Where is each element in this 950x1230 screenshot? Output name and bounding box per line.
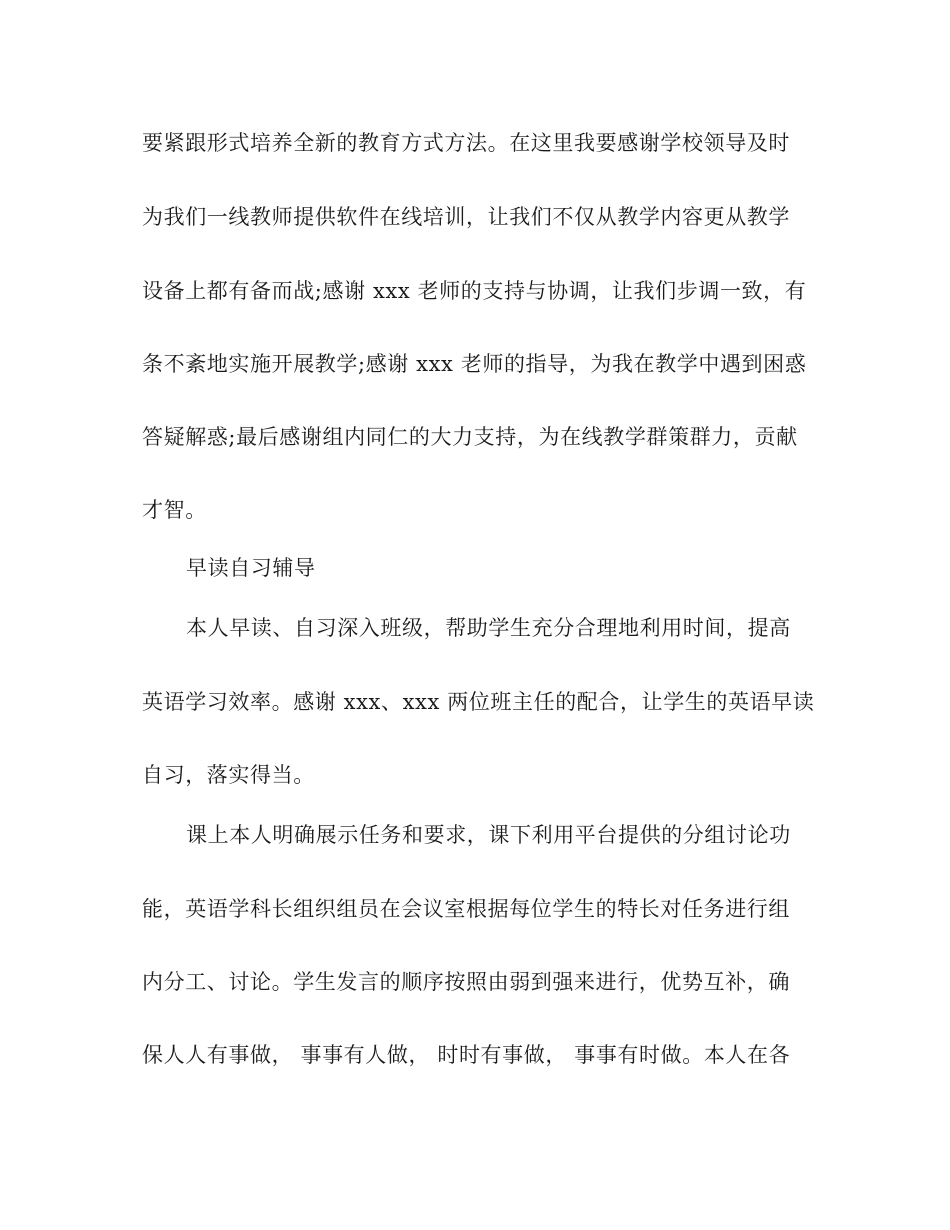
paragraph-line: 英语学习效率。感谢 xxx、xxx 两位班主任的配合，让学生的英语早读: [142, 690, 815, 714]
paragraph-line: 能，英语学科长组织组员在会议室根据每位学生的特长对任务进行组: [142, 897, 790, 921]
paragraph-line: 本人早读、自习深入班级，帮助学生充分合理地利用时间，提高: [186, 616, 791, 640]
paragraph-line: 设备上都有备而战;感谢 xxx 老师的支持与协调，让我们步调一致，有: [142, 279, 807, 303]
paragraph-line: 课上本人明确展示任务和要求，课下利用平台提供的分组讨论功: [186, 823, 791, 847]
paragraph-line: 条不紊地实施开展教学;感谢 xxx 老师的指导，为我在教学中遇到困惑: [142, 352, 807, 376]
paragraph-line: 内分工、讨论。学生发言的顺序按照由弱到强来进行，优势互补，确: [142, 970, 790, 994]
paragraph-line: 自习，落实得当。: [142, 763, 315, 787]
paragraph-line: 为我们一线教师提供软件在线培训，让我们不仅从教学内容更从教学: [142, 205, 790, 229]
paragraph-line: 答疑解惑;最后感谢组内同仁的大力支持，为在线教学群策群力，贡献: [142, 425, 798, 449]
paragraph-line: 才智。: [142, 498, 207, 522]
paragraph-line: 要紧跟形式培养全新的教育方式方法。在这里我要感谢学校领导及时: [142, 131, 790, 155]
section-heading: 早读自习辅导: [186, 556, 316, 580]
paragraph-line: 保人人有事做， 事事有人做， 时时有事做， 事事有时做。本人在各: [142, 1043, 791, 1067]
